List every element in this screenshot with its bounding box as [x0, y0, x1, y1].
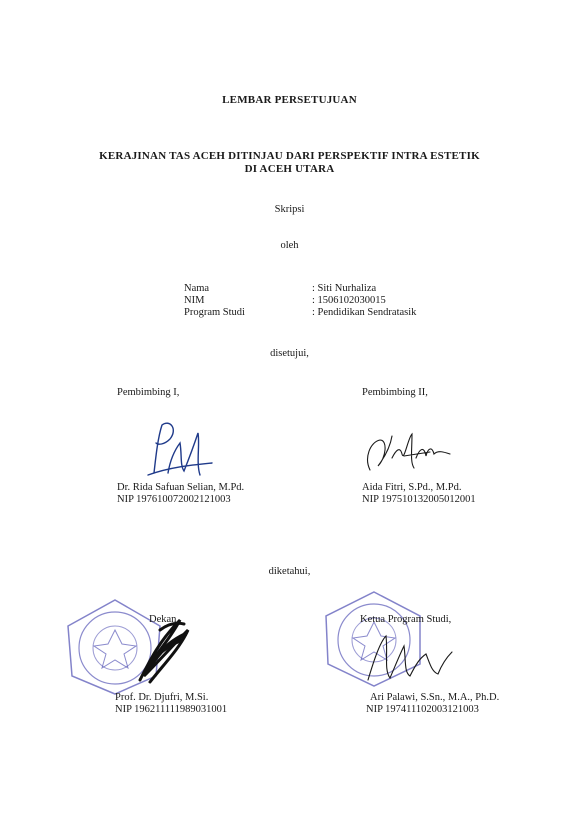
identity-value-nim: : 1506102030015	[312, 295, 386, 306]
approved-label: disetujui,	[270, 348, 309, 359]
dean-role: Dekan,	[149, 614, 180, 625]
dean-nip: NIP 196211111989031001	[115, 704, 228, 715]
advisor1-signature	[140, 415, 215, 485]
advisor2-role: Pembimbing II,	[362, 387, 428, 398]
identity-label-program: Program Studi	[184, 307, 245, 318]
advisor2-nip: NIP 197510132005012001	[362, 494, 476, 505]
advisor2-name: Aida Fitri, S.Pd., M.Pd.	[362, 482, 462, 493]
by-label: oleh	[280, 240, 299, 251]
acknowledged-label: diketahui,	[268, 566, 311, 577]
advisor1-name: Dr. Rida Safuan Selian, M.Pd.	[117, 482, 245, 493]
identity-label-name: Nama	[184, 283, 210, 294]
head-nip: NIP 197411102003121003	[366, 704, 479, 715]
page-heading: LEMBAR PERSETUJUAN	[222, 94, 357, 106]
thesis-title-line1: KERAJINAN TAS ACEH DITINJAU DARI PERSPEKTIF INTRA ESTETIK	[99, 150, 480, 162]
document-type: Skripsi	[274, 204, 305, 215]
head-role: Ketua Program Studi,	[360, 614, 452, 625]
advisor1-nip: NIP 197610072002121003	[117, 494, 231, 505]
identity-value-program: : Pendidikan Sendratasik	[312, 307, 417, 318]
identity-label-nim: NIM	[184, 295, 205, 306]
identity-value-name: : Siti Nurhaliza	[312, 283, 377, 294]
advisor1-role: Pembimbing I,	[117, 387, 180, 398]
head-name: Ari Palawi, S.Sn., M.A., Ph.D.	[370, 692, 500, 703]
dean-name: Prof. Dr. Djufri, M.Si.	[115, 692, 209, 703]
head-signature	[360, 630, 460, 690]
advisor2-signature	[360, 428, 460, 478]
thesis-title-line2: DI ACEH UTARA	[244, 163, 335, 175]
